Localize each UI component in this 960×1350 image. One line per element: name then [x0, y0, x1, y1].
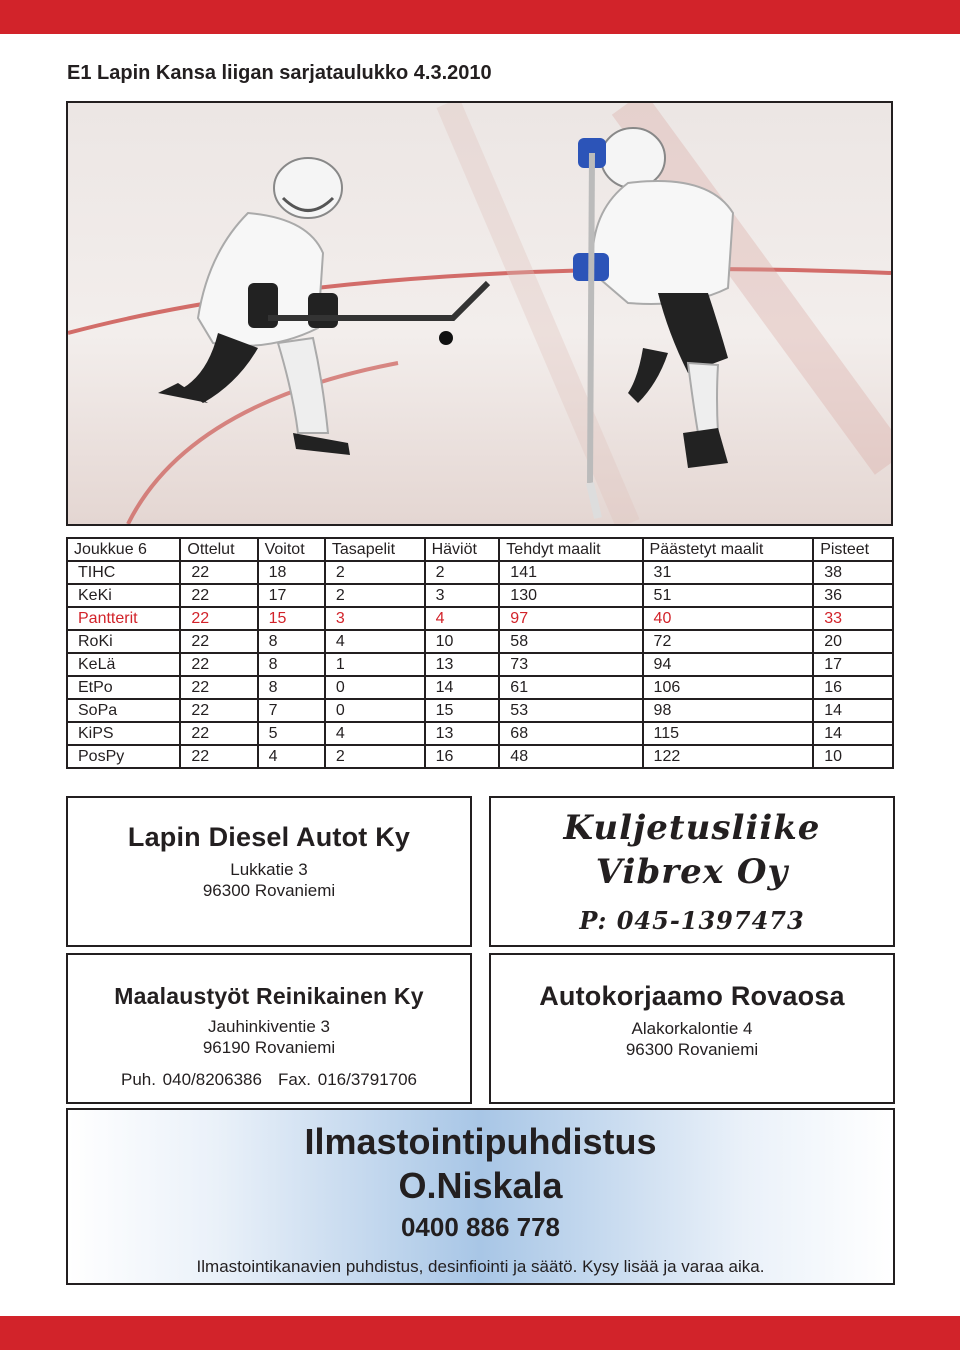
wins-cell: 8	[258, 676, 325, 699]
goals-for-cell: 68	[499, 722, 642, 745]
goals-against-cell: 122	[643, 745, 814, 768]
goals-for-cell: 48	[499, 745, 642, 768]
goals-against-cell: 115	[643, 722, 814, 745]
losses-cell: 3	[425, 584, 500, 607]
team-cell: KiPS	[67, 722, 180, 745]
ad-phone: 0400 886 778	[400, 1212, 561, 1242]
team-cell: KeKi	[67, 584, 180, 607]
goals-for-cell: 53	[499, 699, 642, 722]
ad-autokorjaamo	[489, 953, 895, 1104]
ties-cell: 1	[325, 653, 425, 676]
goals-against-cell: 40	[643, 607, 814, 630]
ad-fax: Fax. 016/3791706	[277, 1070, 418, 1089]
team-cell: TIHC	[67, 561, 180, 584]
games-cell: 22	[180, 722, 257, 745]
col-points-header: Pisteet	[813, 538, 893, 561]
ad-city: 96190 Rovaniemi	[202, 1038, 336, 1057]
goals-for-cell: 73	[499, 653, 642, 676]
hockey-photo	[66, 101, 893, 526]
standings-table	[66, 537, 894, 769]
losses-cell: 2	[425, 561, 500, 584]
left-player-figure	[158, 158, 488, 455]
losses-cell: 14	[425, 676, 500, 699]
goals-against-cell: 51	[643, 584, 814, 607]
team-cell: EtPo	[67, 676, 180, 699]
top-red-band	[0, 0, 960, 34]
ad-city: 96300 Rovaniemi	[202, 881, 336, 900]
ad-company-name: Maalaustyöt Reinikainen Ky	[114, 983, 424, 1009]
hockey-players-illustration	[68, 103, 891, 524]
goals-for-cell: 97	[499, 607, 642, 630]
ties-cell: 2	[325, 584, 425, 607]
table-header-row	[67, 538, 893, 561]
ad-phone: Puh. 040/8206386	[120, 1070, 262, 1089]
points-cell: 10	[813, 745, 893, 768]
wins-cell: 8	[258, 630, 325, 653]
ties-cell: 2	[325, 745, 425, 768]
games-cell: 22	[180, 699, 257, 722]
col-losses-header: Häviöt	[425, 538, 500, 561]
ad-ilmastointipuhdistus	[66, 1108, 895, 1285]
table-row	[67, 653, 893, 676]
ad-lapin-diesel	[66, 796, 472, 947]
points-cell: 16	[813, 676, 893, 699]
goals-against-cell: 106	[643, 676, 814, 699]
page-title: E1 Lapin Kansa liigan sarjataulukko 4.3.2010	[67, 62, 492, 84]
wins-cell: 4	[258, 745, 325, 768]
losses-cell: 13	[425, 653, 500, 676]
ad-city: 96300 Rovaniemi	[625, 1040, 759, 1059]
ad-company-name: Autokorjaamo Rovaosa	[539, 981, 845, 1011]
games-cell: 22	[180, 653, 257, 676]
points-cell: 14	[813, 722, 893, 745]
wins-cell: 15	[258, 607, 325, 630]
games-cell: 22	[180, 561, 257, 584]
col-goals-for-header: Tehdyt maalit	[499, 538, 642, 561]
team-cell: Pantterit	[67, 607, 180, 630]
losses-cell: 4	[425, 607, 500, 630]
games-cell: 22	[180, 630, 257, 653]
losses-cell: 10	[425, 630, 500, 653]
wins-cell: 5	[258, 722, 325, 745]
games-cell: 22	[180, 584, 257, 607]
losses-cell: 13	[425, 722, 500, 745]
points-cell: 17	[813, 653, 893, 676]
team-cell: RoKi	[67, 630, 180, 653]
goals-against-cell: 72	[643, 630, 814, 653]
ad-maalaustyot	[66, 953, 472, 1104]
bottom-red-band	[0, 1316, 960, 1350]
wins-cell: 18	[258, 561, 325, 584]
points-cell: 14	[813, 699, 893, 722]
losses-cell: 16	[425, 745, 500, 768]
table-row-highlighted	[67, 607, 893, 630]
losses-cell: 15	[425, 699, 500, 722]
ties-cell: 4	[325, 722, 425, 745]
team-cell: SoPa	[67, 699, 180, 722]
ad-street: Lukkatie 3	[230, 860, 308, 879]
ad-company-name-line1: Kuljetusliike	[563, 808, 821, 848]
ad-contact	[68, 1070, 470, 1090]
goals-for-cell: 61	[499, 676, 642, 699]
ad-street: Jauhinkiventie 3	[208, 1017, 330, 1036]
goals-against-cell: 98	[643, 699, 814, 722]
team-cell: PosPy	[67, 745, 180, 768]
ad-company-name-line1: Ilmastointipuhdistus	[304, 1121, 657, 1162]
col-ties-header: Tasapelit	[325, 538, 425, 561]
ad-kuljetusliike	[489, 796, 895, 947]
col-team-header: Joukkue 6	[67, 538, 180, 561]
points-cell: 33	[813, 607, 893, 630]
ad-company-name: Lapin Diesel Autot Ky	[127, 822, 411, 852]
goals-for-cell: 141	[499, 561, 642, 584]
wins-cell: 8	[258, 653, 325, 676]
goals-against-cell: 94	[643, 653, 814, 676]
table-row	[67, 699, 893, 722]
team-cell: KeLä	[67, 653, 180, 676]
table-row	[67, 584, 893, 607]
points-cell: 38	[813, 561, 893, 584]
wins-cell: 7	[258, 699, 325, 722]
table-row	[67, 561, 893, 584]
ties-cell: 4	[325, 630, 425, 653]
table-row	[67, 745, 893, 768]
ad-phone: P: 045-1397473	[579, 906, 805, 935]
col-games-header: Ottelut	[180, 538, 257, 561]
table-row	[67, 630, 893, 653]
ties-cell: 3	[325, 607, 425, 630]
wins-cell: 17	[258, 584, 325, 607]
points-cell: 36	[813, 584, 893, 607]
ad-company-name-line2: Vibrex Oy	[595, 852, 789, 892]
games-cell: 22	[180, 676, 257, 699]
table-row	[67, 722, 893, 745]
goals-for-cell: 130	[499, 584, 642, 607]
table-row	[67, 676, 893, 699]
ad-company-name-line2: O.Niskala	[398, 1165, 563, 1206]
ties-cell: 2	[325, 561, 425, 584]
ad-street: Alakorkalontie 4	[631, 1019, 753, 1038]
goals-against-cell: 31	[643, 561, 814, 584]
ties-cell: 0	[325, 676, 425, 699]
ad-description: Ilmastointikanavien puhdistus, desinfiointi ja säätö. Kysy lisää ja varaa aika.	[196, 1257, 765, 1276]
col-wins-header: Voitot	[258, 538, 325, 561]
ties-cell: 0	[325, 699, 425, 722]
goals-for-cell: 58	[499, 630, 642, 653]
games-cell: 22	[180, 745, 257, 768]
games-cell: 22	[180, 607, 257, 630]
col-goals-against-header: Päästetyt maalit	[643, 538, 814, 561]
points-cell: 20	[813, 630, 893, 653]
